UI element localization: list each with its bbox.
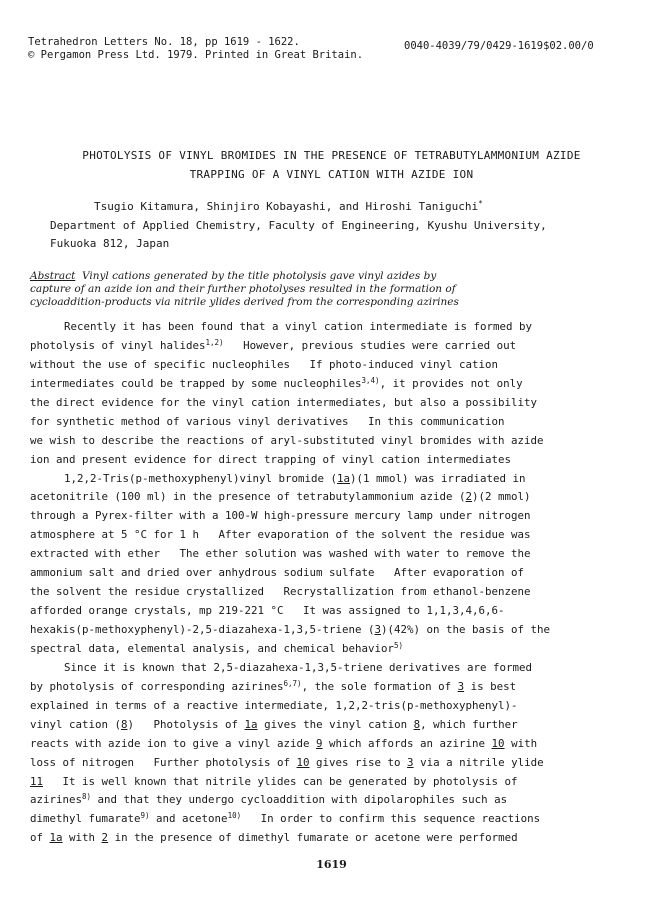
author-names: Tsugio Kitamura, Shinjiro Kobayashi, and Hiroshi Taniguchi: [94, 200, 479, 213]
abstract: [30, 270, 640, 309]
compound-number: 8: [413, 717, 421, 731]
body-line: hexakis(p-methoxyphenyl)-2,5-diazahexa-1,3,5-triene (3)(42%) on the basis of the: [30, 623, 551, 636]
publisher-line: © Pergamon Press Ltd. 1979. Printed in Great Britain.: [28, 49, 364, 61]
body-line: without the use of specific nucleophiles If photo-induced vinyl cation: [30, 357, 499, 371]
compound-number: 3: [407, 755, 414, 769]
body-line: through a Pyrex-filter with a 100-W high-pressure mercury lamp under nitrogen: [30, 509, 531, 523]
article-title-line-2: TRAPPING OF A VINYL CATION WITH AZIDE ION: [189, 168, 474, 181]
reference-citation: 6,7): [283, 678, 302, 688]
compound-number: 10: [491, 736, 505, 750]
reference-citation: 8): [82, 792, 92, 802]
compound-number: 1a: [337, 471, 351, 485]
reference-citation: 9): [140, 811, 150, 821]
compound-number: 3: [374, 623, 382, 636]
affiliation-line-1: Department of Applied Chemistry, Faculty of Engineering, Kyushu University,: [50, 219, 547, 232]
body-line: ion and present evidence for direct trapping of vinyl cation intermediates: [30, 452, 512, 466]
author-list: [94, 200, 483, 213]
article-title-line-1: PHOTOLYSIS OF VINYL BROMIDES IN THE PRESENCE OF TETRABUTYLAMMONIUM AZIDE: [82, 149, 581, 162]
body-line: by photolysis of corresponding azirines$^{6,7)}$, the sole formation of 3 is best: [30, 678, 517, 693]
article-body: [30, 318, 640, 848]
body-line: reacts with azide ion to give a vinyl azide 9 which affords an azirine 10 with: [30, 736, 538, 750]
body-line: dimethyl fumarate$^{9)}$ and acetone$^{10)}$ In order to confirm this sequence reactions: [30, 811, 541, 826]
journal-citation: Tetrahedron Letters No. 18, pp 1619 - 1622.: [28, 36, 300, 48]
body-line: the direct evidence for the vinyl cation intermediates, but also a possibility: [30, 395, 538, 409]
compound-number: 2: [101, 831, 109, 845]
body-line: we wish to describe the reactions of aryl-substituted vinyl bromides with azide: [30, 433, 544, 447]
compound-number: 8: [121, 717, 128, 731]
corresponding-author-mark: *: [478, 199, 483, 208]
reference-citation: 1,2): [205, 337, 224, 347]
compound-number: 2: [465, 490, 473, 504]
compound-number: 1a: [244, 717, 258, 731]
body-line: extracted with ether The ether solution was washed with water to remove the: [30, 547, 531, 561]
compound-number: 11: [30, 774, 44, 788]
body-line: for synthetic method of various vinyl derivatives In this communication: [30, 414, 505, 428]
body-line: Recently it has been found that a vinyl cation intermediate is formed by: [64, 320, 533, 333]
body-line: loss of nitrogen Further photolysis of 10 gives rise to 3 via a nitrile ylide: [30, 755, 544, 769]
body-line: explained in terms of a reactive intermediate, 1,2,2-tris(p-methoxyphenyl)-: [30, 698, 518, 712]
page-number: 1619: [316, 858, 347, 871]
body-line: vinyl cation (8) Photolysis of 1a gives the vinyl cation 8, which further: [30, 717, 518, 731]
body-line: 1,2,2-Tris(p-methoxyphenyl)vinyl bromide (1a)(1 mmol) was irradiated in: [64, 471, 526, 485]
reference-citation: 10): [227, 811, 242, 821]
body-line: Since it is known that 2,5-diazahexa-1,3,5-triene derivatives are formed: [64, 660, 533, 674]
compound-number: 1a: [49, 831, 63, 845]
abstract-text-line: capture of an azide ion and their further photolyses resulted in the formation of: [30, 283, 456, 295]
body-line: afforded orange crystals, mp 219-221 °C It was assigned to 1,1,3,4,6,6-: [30, 604, 505, 618]
body-line: photolysis of vinyl halides$^{1,2)}$ However, previous studies were carried out: [30, 337, 517, 352]
body-line: intermediates could be trapped by some nucleophiles$^{3,4)}$, it provides not only: [30, 375, 523, 390]
journal-header: [28, 36, 363, 62]
reference-citation: 3,4): [361, 375, 380, 385]
body-line: the solvent the residue crystallized Recrystallization from ethanol-benzene: [30, 585, 531, 599]
reference-citation: 5): [394, 640, 404, 650]
body-line: spectral data, elemental analysis, and chemical behavior$^{5)}$: [30, 640, 404, 655]
compound-number: 9: [316, 736, 323, 750]
body-line: acetonitrile (100 ml) in the presence of tetrabutylammonium azide (2)(2 mmol): [30, 490, 531, 504]
body-line: azirines$^{8)}$ and that they undergo cycloaddition with dipolarophiles such as: [30, 792, 508, 807]
body-line: 11 It is well known that nitrile ylides can be generated by photolysis of: [30, 774, 518, 788]
body-line: ammonium salt and dried over anhydrous sodium sulfate After evaporation of: [30, 566, 525, 580]
compound-number: 10: [296, 755, 310, 769]
body-line: of 1a with 2 in the presence of dimethyl fumarate or acetone were performed: [30, 831, 518, 845]
compound-number: 3: [457, 679, 465, 693]
abstract-label: Abstract: [30, 270, 76, 282]
body-line: atmosphere at 5 °C for 1 h After evaporation of the solvent the residue was: [30, 528, 531, 542]
affiliation-line-2: Fukuoka 812, Japan: [50, 237, 170, 250]
article-code: 0040-4039/79/0429-1619$02.00/0: [404, 40, 594, 52]
abstract-text-line: cycloaddition-products via nitrile ylides derived from the corresponding azirines: [30, 296, 459, 308]
abstract-text-line: Vinyl cations generated by the title photolysis gave vinyl azides by: [75, 270, 437, 282]
